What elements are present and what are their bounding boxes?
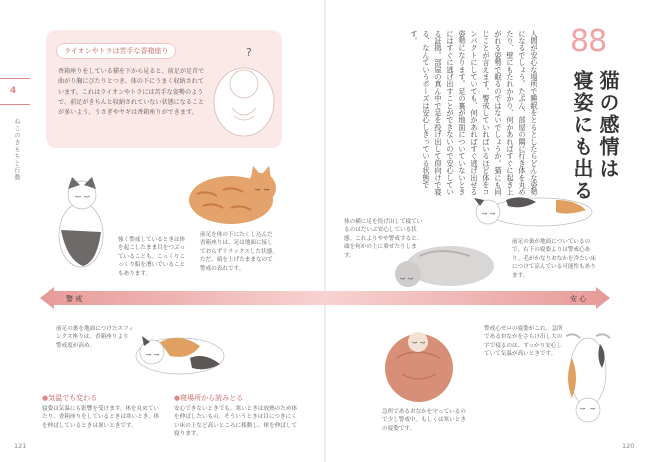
body-text: 人間が安心な場所で睡眠をとるとしたらどんな姿勢になるでしょう。たぶん、部屋の隅に行き体を丸めたり、壁にもたれかかり、何かあればすぐに起き上がれる姿勢で眠るのではないでしょうか。猫にも同じことが言えます。警戒していればいるほど体をコンパクトにしていても、何かあればすぐ逃げ出せる姿勢になります。足の裏が地面についていないときにはすぐに逃げ出すことができないので安心している証拠。部屋の真ん中で足を投げ出して仰向けで寝る、なんていうポーズは安心しきっている状態です。 <box>410 30 539 196</box>
caption-sphinx-pose: 前足の裏を地面につけたスフィンクス座りは、香箱座りより警戒度が高め。 <box>56 326 134 349</box>
arrow-label-alert: 警 戒 <box>66 295 83 303</box>
sitting-cat-illustration <box>46 175 116 270</box>
caption-sleeping-upright: 強く警戒しているときは体を起こしたまま目をつぶっていることも。こっくりこっくり船を漕いでいることもあります。 <box>118 237 186 277</box>
chapter-tab-number: 4 <box>10 86 17 96</box>
title-line-1: 猫の感情は <box>596 70 620 180</box>
bullet-dot-icon: ● <box>42 394 49 402</box>
chapter-side-label: ねこのきもちと行動 <box>13 118 20 181</box>
loaf-cat-illustration <box>183 158 283 228</box>
page-fold <box>324 0 326 462</box>
section-text-temperature: 寝姿は気温にも影響を受けます。体を丸めていたり、香箱座りをしているときは寒いとき。体を伸ばしているときは暑いときです。 <box>42 406 160 429</box>
curled-cat-illustration <box>378 328 460 404</box>
caption-loaf-pose: 前足を体の下にたくし込んだ香箱座りは、足は地面に接しておらずリラックスした状態。ただ、頭を上げたままなので警戒の表れです。 <box>200 232 278 272</box>
belly-up-cat-illustration <box>560 318 616 428</box>
info-box-title: ライオンやトラは苦手な香箱座り <box>56 43 176 59</box>
section-title-location: ●寝場所から読みとる <box>174 394 244 402</box>
caption-side-stretch: 体の横に足を投げ出して寝ているのはだいぶ安心している状態。これよりやや警戒すると、頭を何かの上に乗せたりします。 <box>344 219 423 259</box>
arrow-label-relax: 安 心 <box>570 295 587 303</box>
info-box-text: 香箱座りをしている猫を下から見ると、前足が足首で曲がり胸にぴたりとつき、体の下にうまく収納されています。これはライオンやトラには苦手な姿勢のようで、前足がきちんと収納されていない状態になることが多いよう。うさぎやヤギは香箱座りができます。 <box>58 68 205 117</box>
title-line-2: 寝姿にも出る <box>570 70 594 202</box>
bullet-dot-icon: ● <box>174 394 181 402</box>
svg-text:?: ? <box>246 46 252 59</box>
caption-belly-up: 警戒心ゼロの寝姿がこれ。急所であるおなかをさらけ出し大の字で寝るのは、すっかり安心していて気温が高いときです。 <box>484 326 563 358</box>
tab-line-bottom <box>0 104 30 105</box>
side-lying-cat-illustration <box>466 186 606 234</box>
section-title-temperature: ●気温でも変わる <box>42 394 98 402</box>
topic-number: 88 <box>570 24 607 59</box>
caption-front-paws-down: 前足の裏が地面についているので、右下の寝姿よりは警戒心あり。毛がかなりおなかを冷たい床につけて涼んでいる可能性もあります。 <box>512 239 596 279</box>
head-down-cat-illustration <box>390 236 498 296</box>
info-box <box>46 30 282 148</box>
caption-curled-pose: 急所であるおなかを守っているので少し警戒中。もしくは寒いときの寝姿です。 <box>382 409 466 432</box>
lion-illustration <box>206 44 280 140</box>
sphinx-cat-illustration <box>130 318 230 380</box>
tab-line-top <box>0 78 30 79</box>
page-number-left: 121 <box>14 442 27 450</box>
alert-to-relax-arrow <box>40 287 610 309</box>
page-number-right: 120 <box>622 442 635 450</box>
section-text-location: 安心できないときでも、寒いときは放熱のため体を伸ばしたいもの。そういうときは目につきにくい床の上など高いところに移動し、体を伸ばして寝ります。 <box>174 406 298 438</box>
